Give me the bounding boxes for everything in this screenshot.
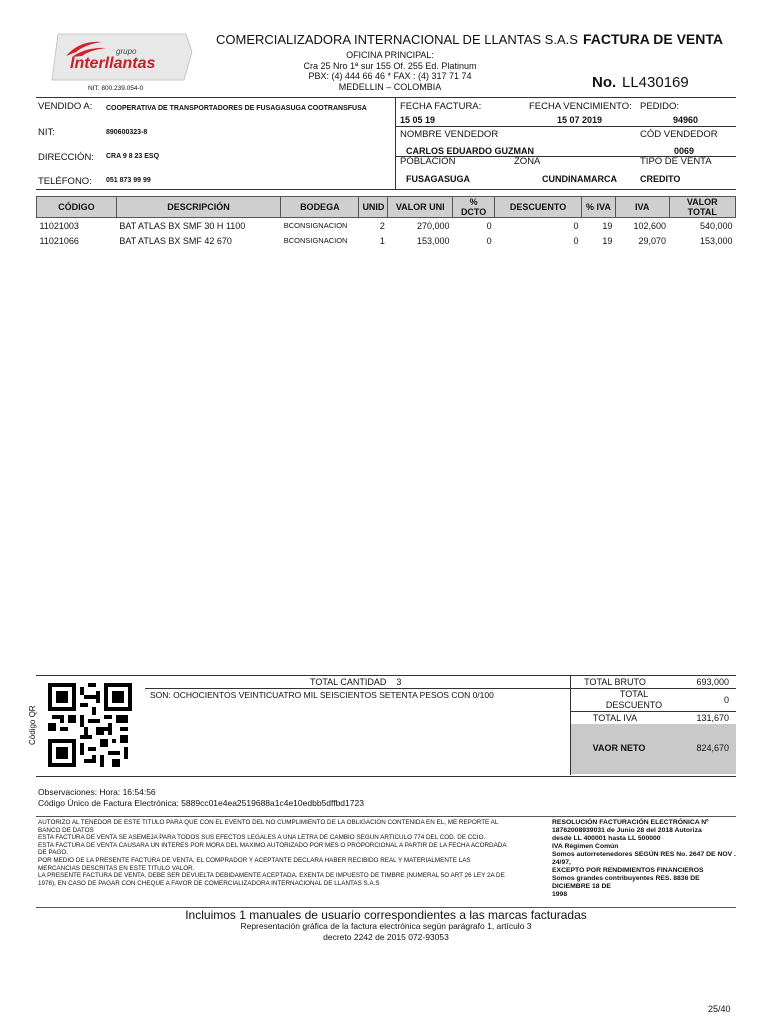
phone-label: TELÉFONO: (38, 176, 92, 187)
svg-text:grupo: grupo (116, 47, 137, 56)
cell-valor-uni: 270,000 (417, 220, 450, 231)
nit-label: NIT: (38, 127, 55, 138)
address-value: CRA 9 8 23 ESQ (106, 153, 160, 160)
col-codigo: CÓDIGO (37, 197, 117, 218)
invoice-number: LL430169 (622, 74, 689, 91)
observations: Observaciones: Hora: 16:54:56 (38, 787, 156, 797)
sold-to-label: VENDIDO A: (38, 101, 93, 112)
zone-label: ZONA (514, 156, 541, 167)
seller-code-label: CÓD VENDEDOR (640, 129, 718, 140)
cell-valor-total: 540,000 (699, 220, 733, 231)
due-date: 15 07 2019 (557, 115, 603, 125)
gross-total: 693,000 (696, 677, 729, 687)
logo-nit: NIT. 800.239.054-0 (88, 85, 144, 92)
phone-value: 051 873 99 99 (106, 177, 151, 184)
manuals-note: Incluimos 1 manuales de usuario correspondientes a las marcas facturadas (185, 908, 587, 922)
seller-label: NOMBRE VENDEDOR (400, 129, 499, 140)
col-iva-pct: % IVA (582, 197, 616, 218)
cell-descuento: 0 (573, 220, 579, 231)
order-number: 94960 (673, 115, 699, 125)
page-number: 25/40 (708, 1004, 731, 1014)
col-descuento: DESCUENTO (495, 197, 582, 218)
col-unid: UNID (359, 197, 388, 218)
cell-valor-total: 153,000 (699, 235, 733, 246)
cell-bodega: BCONSIGNACION (283, 236, 348, 245)
cufe-code: Código Único de Factura Electrónica: 5889cc01e4ea2519688a1c4e10edbb5dffbd1723 (38, 798, 364, 808)
col-descripcion: DESCRIPCIÓN (116, 197, 280, 218)
address-label: DIRECCIÓN: (38, 152, 94, 163)
net-value: 824,670 (696, 743, 729, 753)
cell-iva: 102,600 (633, 220, 667, 231)
sale-type-value: CREDITO (640, 174, 681, 184)
legal-terms: AUTORIZO AL TENEDOR DE ESTE TITULO PARA QUE CON EL EVENTO DEL NO CUMPLIMIENTO DE LA OBLIGACION CONTENIDA EN EL, ME REPORTE AL BANCO DE DATOS ESTA FACTURA DE VENTA SE ASEMEJA PARA TODOS SUS EFECTOS LEGALES A UNA LETRA DE CAMBIO SEGUN ARTICULO 774 DEL COD. DE CCIO. ESTA FACTURA DE VENTA CAUSARA UN INTERES POR MORA DEL MAXIMO AUTORIZADO POR MES O PROPORCIONAL A PARTIR DE LA FECHA ACORDADA DE PAGO. POR MEDIO DE LA PRESENTE FACTURA DE VENTA, EL COMPRADOR Y ACEPTANTE DECLARA HABER RECIBIDO REAL Y MATERIALMENTE LAS MERCANCIAS DESCRITAS EN ESTE TITULO VALOR. LA PRESENTE FACTURA DE VENTA, DEBE SER DEVUELTA DEBIDAMENTE ACEPTADA. EXENTA DE IMPUESTO DE TIMBRE (NUMERAL 5O ART 26 LEY 2A DE 1976), EN CASO DE PAGAR CON CHEQUE A FAVOR DE COMERCIALIZADORA INTERNACIONAL DE LLANTAS S.A.S (38, 819, 507, 887)
town-label: POBLACION (400, 156, 456, 167)
amount-in-words: SON: OCHOCIENTOS VEINTICUATRO MIL SEISCIENTOS SETENTA PESOS CON 0/100 (150, 690, 494, 700)
nit-value: 890600323-8 (106, 129, 148, 136)
svg-text:Interllantas: Interllantas (70, 55, 156, 72)
office-address: OFICINA PRINCIPAL: Cra 25 Nro 1ª sur 155 Of. 255 Ed. Platinum PBX: (4) 444 66 46 * FAX : (4) 317 71 74 MEDELLIN – COLOMBIA (303, 50, 477, 92)
representation-note: Representación gráfica de la factura electrónica según parágrafo 1, artículo 3 decreto 2242 de 2015 072-93053 (240, 921, 532, 942)
invoice-date: 15 05 19 (400, 115, 436, 125)
cell-dcto: 0 (486, 235, 492, 246)
cell-dcto: 0 (486, 220, 492, 231)
discount-total: 0 (723, 695, 729, 705)
iva-total-label: TOTAL IVA (592, 713, 638, 723)
cell-iva: 29,070 (638, 235, 667, 246)
qr-code-label: Código QR (28, 705, 37, 745)
iva-total: 131,670 (696, 713, 729, 723)
order-label: PEDIDO: (640, 101, 680, 112)
zone-value: CUNDINAMARCA (542, 174, 617, 184)
col-iva: IVA (615, 197, 669, 218)
total-quantity: TOTAL CANTIDAD 3 (310, 677, 402, 687)
invoice-date-label: FECHA FACTURA: (400, 101, 482, 112)
col-bodega: BODEGA (281, 197, 359, 218)
invoice-number-label: No. (592, 74, 617, 91)
cell-iva-pct: 19 (602, 220, 613, 231)
town-value: FUSAGASUGA (406, 174, 471, 184)
seller-code: 0069 (674, 146, 695, 156)
cell-codigo: 11021003 (39, 220, 79, 231)
cell-valor-uni: 153,000 (417, 235, 450, 246)
cell-descuento: 0 (573, 235, 579, 246)
gross-total-label: TOTAL BRUTO (584, 677, 646, 687)
cell-iva-pct: 19 (602, 235, 613, 246)
table-row (37, 218, 736, 234)
resolution-text: RESOLUCIÓN FACTURACIÓN ELECTRÓNICA Nº 18762008939031 de Junio 28 del 2018 Autoriza desde LL 400001 hasta LL 500000 IVA Régimen Común Somos autorretenedores SEGÚN RES No. 2647 DE NOV . 24/97, EXCEPTO POR RENDIMIENTOS FINANCIEROS Somos grandes contribuyentes RES. 8836 DE DICIEMBRE 18 DE 1998 (552, 819, 736, 898)
net-value-label: VAOR NETO (592, 743, 646, 753)
sale-type-label: TIPO DE VENTA (640, 156, 712, 167)
invoice-info-block (36, 97, 736, 190)
cell-unid: 2 (379, 220, 385, 231)
cell-codigo: 11021066 (39, 235, 79, 246)
cell-descripcion: BAT ATLAS BX SMF 42 670 (119, 235, 232, 246)
col-dcto: % DCTO (453, 197, 495, 218)
company-name: COMERCIALIZADORA INTERNACIONAL DE LLANTAS S.A.S (216, 32, 578, 47)
company-logo (36, 30, 194, 86)
cell-unid: 1 (379, 235, 385, 246)
table-row (37, 233, 736, 248)
items-header-row (37, 197, 736, 218)
sold-to-value: COOPERATIVA DE TRANSPORTADORES DE FUSAGASUGA COOTRANSFUSA (106, 105, 367, 112)
discount-total-label: TOTAL DESCUENTO (605, 689, 663, 710)
col-valor-uni: VALOR UNI (388, 197, 453, 218)
due-date-label: FECHA VENCIMIENTO: (529, 101, 632, 112)
cell-descripcion: BAT ATLAS BX SMF 30 H 1100 (119, 220, 246, 231)
document-type: FACTURA DE VENTA (583, 31, 723, 47)
col-valor-total: VALOR TOTAL (669, 197, 735, 218)
items-table (36, 196, 736, 248)
qr-code (48, 683, 132, 767)
cell-bodega: BCONSIGNACION (283, 221, 348, 230)
seller-name: CARLOS EDUARDO GUZMAN (406, 146, 534, 156)
